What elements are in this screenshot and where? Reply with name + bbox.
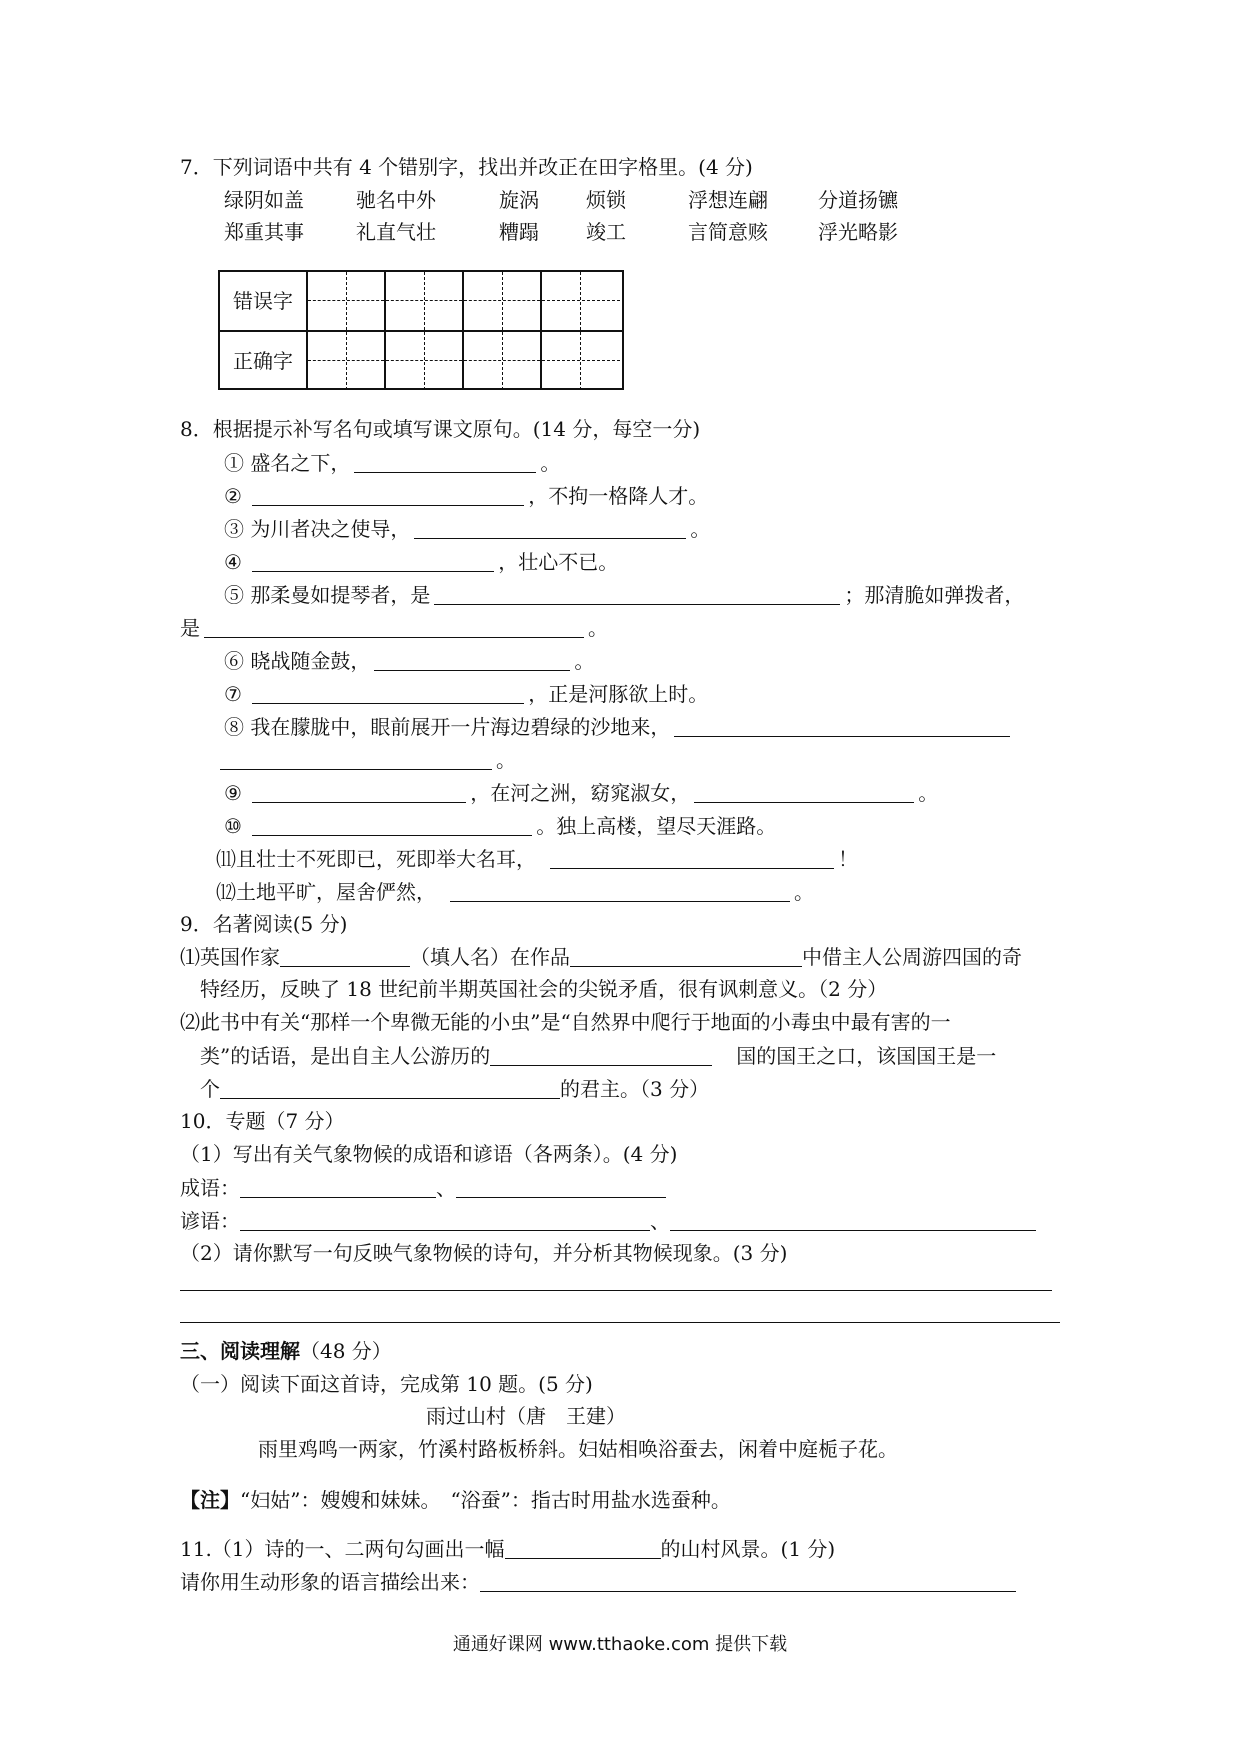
q8-item-8: [224, 716, 1014, 737]
q9-text: 国的国王之口，该国国王是一: [736, 1044, 997, 1068]
word: 分道扬镳: [818, 188, 898, 212]
q11-line-2: [180, 1571, 1016, 1592]
answer-blank[interactable]: [252, 485, 524, 506]
q11-text: 11.（1）诗的一、二两句勾画出一幅: [180, 1537, 505, 1561]
word: 旋涡: [499, 188, 539, 212]
q8-item-8-cont: [220, 749, 516, 770]
item-text: 。: [690, 517, 711, 541]
item-text: ，正是河豚欲上时。: [528, 682, 709, 706]
item-number: ⑩: [224, 814, 242, 838]
item-text: 为川者决之使导，: [250, 517, 411, 541]
q8-item-4: [224, 551, 618, 572]
q8-item-5-cont: [180, 617, 608, 638]
grid-cell[interactable]: [386, 332, 464, 390]
item-text: 。独上高楼，望尽天涯路。: [536, 814, 777, 838]
note-tag: 【注】: [180, 1488, 240, 1512]
answer-blank[interactable]: [354, 452, 536, 473]
item-text: 。: [794, 880, 814, 904]
q9-text: ⑴英国作家: [180, 945, 280, 969]
reading-1-instruction: （一）阅读下面这首诗，完成第 10 题。(5 分): [180, 1372, 593, 1396]
item-text: 。: [496, 748, 516, 772]
note-text: “妇姑”：嫂嫂和妹妹。 “浴蚕”：指古时用盐水选蚕种。: [240, 1488, 731, 1512]
q8-item-2: [224, 485, 708, 506]
section-title: 三、阅读理解: [180, 1339, 300, 1363]
word: 言简意赅: [688, 220, 768, 244]
item-text: 我在朦胧中，眼前展开一片海边碧绿的沙地来，: [250, 715, 671, 739]
answer-blank[interactable]: [450, 881, 790, 902]
q9-part-1: [180, 946, 1022, 967]
section-3-heading: [180, 1341, 392, 1361]
description-blank[interactable]: [480, 1571, 1016, 1592]
word: 礼直气壮: [356, 220, 436, 244]
q11-text: 的山村风景。(1 分): [660, 1537, 836, 1561]
separator: 、: [650, 1209, 670, 1233]
item-number: ①: [224, 451, 244, 475]
q8-item-3: [224, 518, 710, 539]
answer-blank[interactable]: [252, 683, 524, 704]
item-text: 。: [588, 616, 608, 640]
answer-blank[interactable]: [674, 716, 1010, 737]
answer-blank[interactable]: [220, 749, 492, 770]
poem-note: [180, 1490, 731, 1510]
item-text: 。: [574, 649, 595, 673]
grid-label: 正确字: [220, 332, 308, 390]
q11-line-1: [180, 1538, 835, 1559]
correction-grid: [218, 270, 624, 390]
idiom-blank[interactable]: [456, 1177, 666, 1198]
item-text: 晓战随金鼓，: [250, 649, 371, 673]
grid-cell[interactable]: [464, 272, 542, 330]
answer-blank[interactable]: [252, 551, 494, 572]
q8-item-7: [224, 683, 708, 704]
q10-sub-2: （2）请你默写一句反映气象物候的诗句，并分析其物候现象。(3 分): [180, 1241, 788, 1265]
item-text: 是: [180, 616, 200, 640]
grid-cell[interactable]: [308, 272, 386, 330]
item-text: 土地平旷，屋舍俨然，: [236, 880, 436, 904]
q10-answer-line[interactable]: [180, 1290, 1052, 1291]
q11-text: 请你用生动形象的语言描绘出来：: [180, 1570, 480, 1594]
item-text: ！: [838, 847, 858, 871]
idiom-blank[interactable]: [240, 1177, 436, 1198]
grid-row-correct: [220, 332, 622, 390]
answer-blank[interactable]: [374, 650, 570, 671]
scene-blank[interactable]: [505, 1538, 661, 1559]
item-number: ⑤: [224, 583, 244, 607]
item-number: ⑿: [216, 880, 236, 904]
work-blank[interactable]: [570, 946, 802, 967]
item-number: ④: [224, 550, 242, 574]
q10-answer-line[interactable]: [180, 1322, 1060, 1323]
item-number: ⑾: [216, 847, 236, 871]
q9-part-2-cont: [200, 1045, 996, 1066]
country-blank[interactable]: [490, 1045, 712, 1066]
separator: 、: [436, 1176, 456, 1200]
q8-item-6: [224, 650, 594, 671]
grid-cell[interactable]: [464, 332, 542, 390]
king-blank[interactable]: [220, 1078, 560, 1099]
q10-sub-1: （1）写出有关气象物候的成语和谚语（各两条）。(4 分): [180, 1142, 678, 1166]
q9-title: 9．名著阅读(5 分): [180, 912, 348, 936]
q8-item-10: [224, 815, 776, 836]
proverb-label: 谚语：: [180, 1209, 240, 1233]
answer-blank[interactable]: [694, 782, 914, 803]
q9-text: 中借主人公周游四国的奇: [802, 945, 1022, 969]
q9-part-1-cont: 特经历，反映了 18 世纪前半期英国社会的尖锐矛盾，很有讽刺意义。（2 分）: [200, 977, 888, 1001]
q7-title: 7．下列词语中共有 4 个错别字，找出并改正在田字格里。(4 分): [180, 155, 753, 179]
item-text: 且壮士不死即已，死即举大名耳，: [236, 847, 536, 871]
q8-item-12: [216, 881, 814, 902]
word: 烦锁: [586, 188, 626, 212]
word: 竣工: [586, 220, 626, 244]
q9-part-2: ⑵此书中有关“那样一个卑微无能的小虫”是“自然界中爬行于地面的小毒虫中最有害的一: [180, 1010, 951, 1034]
q10-title: 10．专题（7 分）: [180, 1109, 345, 1133]
proverb-blank[interactable]: [240, 1210, 650, 1231]
item-text: 。: [540, 451, 561, 475]
answer-blank[interactable]: [414, 518, 686, 539]
q9-text: 类”的话语，是出自主人公游历的: [200, 1044, 491, 1068]
grid-cell[interactable]: [386, 272, 464, 330]
word: 浮光略影: [818, 220, 898, 244]
answer-blank[interactable]: [252, 815, 532, 836]
q9-text: 的君主。（3 分）: [560, 1077, 710, 1101]
answer-blank[interactable]: [252, 782, 466, 803]
item-number: ⑦: [224, 682, 242, 706]
grid-cell[interactable]: [542, 272, 620, 330]
q9-text: （填人名）在作品: [410, 945, 570, 969]
word: 郑重其事: [224, 220, 304, 244]
poem-title: 雨过山村（唐 王建）: [426, 1404, 626, 1428]
grid-cell[interactable]: [542, 332, 620, 390]
item-number: ③: [224, 517, 244, 541]
author-blank[interactable]: [280, 946, 410, 967]
q8-item-1: [224, 452, 560, 473]
answer-blank[interactable]: [550, 848, 834, 869]
item-text: 那柔曼如提琴者，是: [250, 583, 431, 607]
item-number: ⑧: [224, 715, 244, 739]
q8-title: 8．根据提示补写名句或填写课文原句。(14 分，每空一分): [180, 417, 701, 441]
word: 糟蹋: [499, 220, 539, 244]
word: 驰名中外: [356, 188, 436, 212]
q10-idiom-line: [180, 1177, 666, 1198]
q8-item-11: [216, 848, 858, 869]
q8-item-9: [224, 782, 938, 803]
page-footer: 通通好课网 www.tthaoke.com 提供下载: [452, 1634, 788, 1655]
answer-blank[interactable]: [434, 584, 840, 605]
item-text: ；那清脆如弹拨者，: [844, 583, 1025, 607]
item-text: 盛名之下，: [250, 451, 351, 475]
q9-part-2-end: [200, 1078, 709, 1099]
q8-item-5: [224, 584, 1024, 605]
item-number: ⑥: [224, 649, 244, 673]
grid-row-wrong: [220, 272, 622, 332]
item-text: 。: [918, 781, 939, 805]
item-number: ⑨: [224, 781, 242, 805]
item-text: ，不拘一格降人才。: [528, 484, 709, 508]
item-number: ②: [224, 484, 242, 508]
word: 绿阴如盖: [224, 188, 304, 212]
word: 浮想连翩: [688, 188, 768, 212]
q9-text: 个: [200, 1077, 220, 1101]
section-score: （48 分）: [300, 1339, 392, 1363]
proverb-blank[interactable]: [670, 1210, 1036, 1231]
answer-blank[interactable]: [204, 617, 584, 638]
idiom-label: 成语：: [180, 1176, 240, 1200]
poem-body: 雨里鸡鸣一两家，竹溪村路板桥斜。妇姑相唤浴蚕去，闲着中庭栀子花。: [258, 1437, 898, 1461]
item-text: ，在河之洲，窈窕淑女，: [470, 781, 691, 805]
item-text: ，壮心不已。: [498, 550, 619, 574]
grid-label: 错误字: [220, 272, 308, 330]
q10-proverb-line: [180, 1210, 1036, 1231]
grid-cell[interactable]: [308, 332, 386, 390]
